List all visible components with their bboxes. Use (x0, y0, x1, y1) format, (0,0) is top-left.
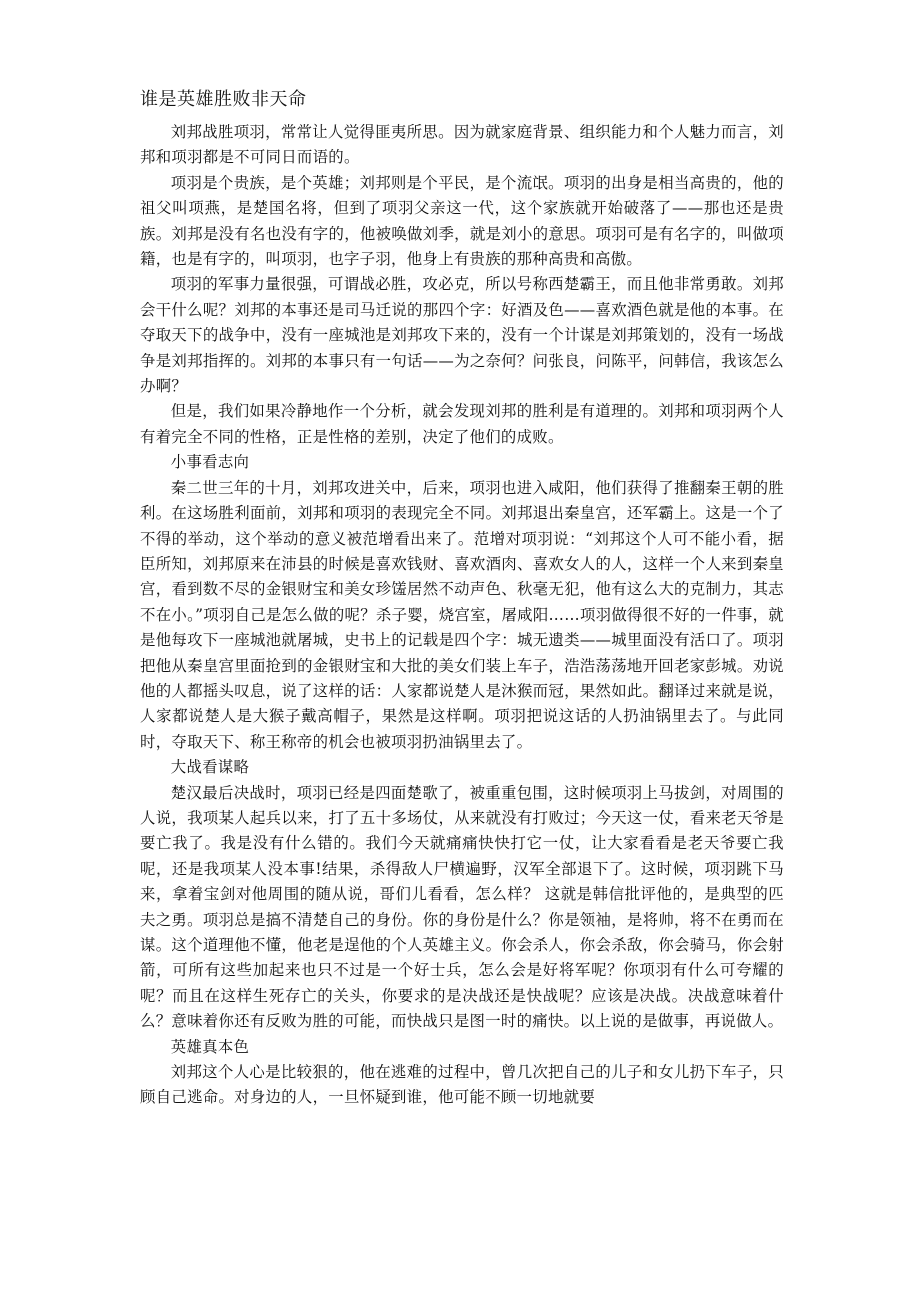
document-title: 谁是英雄胜败非天命 (140, 89, 307, 110)
section-heading-true-nature: 英雄真本色 (170, 1037, 250, 1056)
paragraph-5: 秦二世三年的十月，刘邦攻进关中，后来，项羽也进入咸阳，他们获得了推翻秦王朝的胜利。在这场胜利面前，刘邦和项羽的表现完全不同。刘邦退出秦皇宫，还军霸上。这是一个了不得的举动，这个举动的意义被范增看出来了。范增对项羽说：“刘邦这个人可不能小看，据臣所知，刘邦原来在沛县的时候是喜欢钱财、喜欢酒肉、喜欢女人的人，这样一个人来到秦皇宫，看到数不尽的金银财宝和美女珍馐居然不动声色、秋毫无犯，他有这么大的克制力，其志不在小。”项羽自己是怎么做的呢？杀子婴，烧宫室，屠咸阳……项羽做得很不好的一件事，就是他每攻下一座城池就屠城，史书上的记载是四个字：城无遗类——城里面没有活口了。项羽把他从秦皇宫里面抢到的金银财宝和大批的美女们装上车子，浩浩荡荡地开回老家彭城。劝说他的人都摇头叹息，说了这样的话：人家都说楚人是沐猴而冠，果然如此。翻译过来就是说，人家都说楚人是大猴子戴高帽子，果然是这样啊。项羽把说这话的人扔油锅里去了。与此同时，夺取天下、称王称帝的机会也被项羽扔油锅里去了。 (140, 478, 784, 751)
paragraph-4: 但是，我们如果冷静地作一个分析，就会发现刘邦的胜利是有道理的。刘邦和项羽两个人有着完全不同的性格，正是性格的差别，决定了他们的成败。 (140, 402, 784, 446)
document-page (140, 86, 784, 1111)
paragraph-3: 项羽的军事力量很强，可谓战必胜，攻必克，所以号称西楚霸王，而且他非常勇敢。刘邦会干什么呢？刘邦的本事还是司马迁说的那四个字：好酒及色——喜欢酒色就是他的本事。在夺取天下的战争中，没有一座城池是刘邦攻下来的，没有一个计谋是刘邦策划的，没有一场战争是刘邦指挥的。刘邦的本事只有一句话——为之奈何？问张良，问陈平，问韩信，我该怎么办啊？ (140, 275, 784, 396)
paragraph-6: 楚汉最后决战时，项羽已经是四面楚歌了，被重重包围，这时候项羽上马拔剑，对周围的人说，我项某人起兵以来，打了五十多场仗，从来就没有打败过；今天这一仗，看来老天爷是要亡我了。我是没有什么错的。我们今天就痛痛快快打它一仗，让大家看看是老天爷要亡我呢，还是我项某人没本事!结果，杀得敌人尸横遍野，汉军全部退下了。这时候，项羽跳下马来，拿着宝剑对他周围的随从说，哥们儿看看，怎么样？ 这就是韩信批评他的，是典型的匹夫之勇。项羽总是搞不清楚自己的身份。你的身份是什么？你是领袖，是将帅，将不在勇而在谋。这个道理他不懂，他老是逞他的个人英雄主义。你会杀人，你会杀敌，你会骑马，你会射箭，可所有这些加起来也只不过是一个好士兵，怎么会是好将军呢？你项羽有什么可夸耀的呢？而且在这样生死存亡的关头，你要求的是决战还是快战呢？应该是决战。决战意味着什么？意味着你还有反败为胜的可能，而快战只是图一时的痛快。以上说的是做事，再说做人。 (140, 783, 784, 1031)
paragraph-1: 刘邦战胜项羽，常常让人觉得匪夷所思。因为就家庭背景、组织能力和个人魅力而言，刘邦和项羽都是不可同日而语的。 (140, 123, 784, 167)
section-heading-ambition: 小事看志向 (170, 453, 250, 472)
section-heading-strategy: 大战看谋略 (170, 758, 250, 777)
paragraph-2: 项羽是个贵族，是个英雄；刘邦则是个平民，是个流氓。项羽的出身是相当高贵的，他的祖父叫项燕，是楚国名将，但到了项羽父亲这一代，这个家族就开始破落了——那也还是贵族。刘邦是没有名也没有字的，他被唤做刘季，就是刘小的意思。项羽可是有名字的，叫做项籍，也是有字的，叫项羽，也字子羽，他身上有贵族的那种高贵和高傲。 (140, 173, 784, 269)
paragraph-7: 刘邦这个人心是比较狠的，他在逃难的过程中，曾几次把自己的儿子和女儿扔下车子，只顾自己逃命。对身边的人，一旦怀疑到谁，他可能不顾一切地就要 (140, 1063, 784, 1107)
